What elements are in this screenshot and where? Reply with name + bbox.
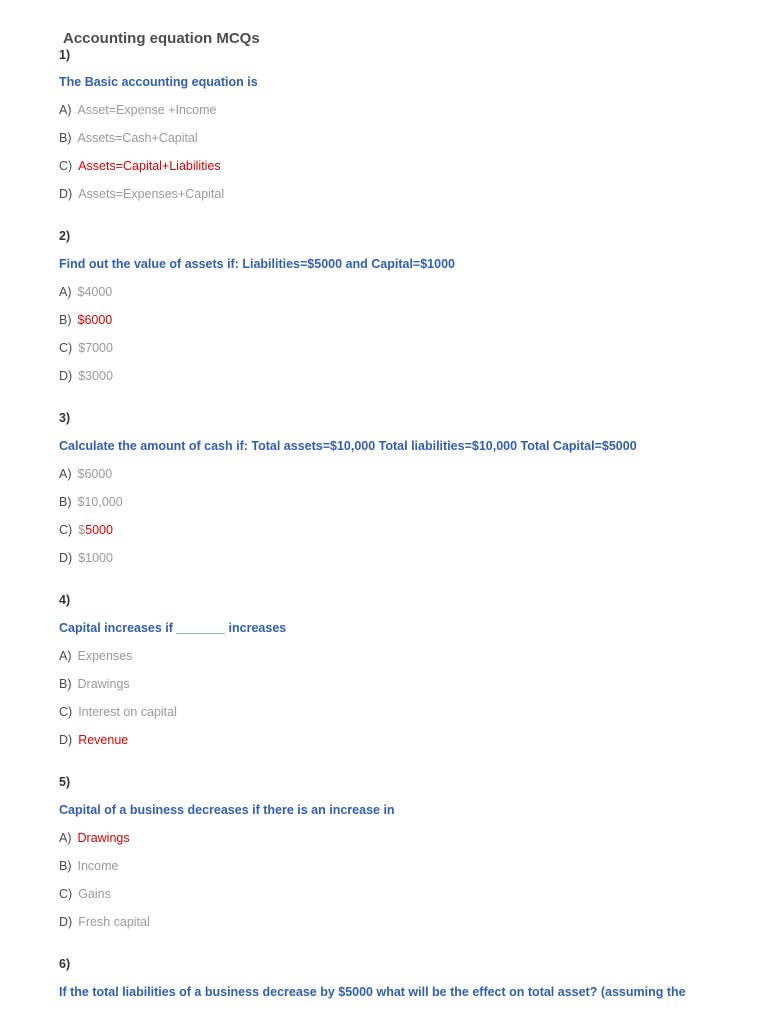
option-letter: A): [59, 285, 72, 299]
question-2-number: 2): [59, 229, 71, 243]
option-text: $10,000: [77, 495, 123, 509]
option-letter: A): [59, 103, 72, 117]
option-letter: B): [59, 313, 72, 327]
option-text: Assets=Expenses+Capital: [78, 187, 225, 201]
correct-answer-text: Assets=Capital+Liabilities: [78, 159, 221, 173]
question-2-option-b: [59, 313, 112, 327]
option-text: Asset=Expense +Income: [77, 103, 217, 117]
question-3-text: Calculate the amount of cash if: Total assets=$10,000 Total liabilities=$10,000 Total Capital=$5000: [59, 439, 637, 453]
option-text: $3000: [78, 369, 113, 383]
question-4-option-c: [59, 705, 177, 719]
option-text: $4000: [77, 285, 113, 299]
correct-answer-text: Drawings: [77, 831, 130, 845]
option-letter: A): [59, 649, 72, 663]
option-letter: B): [59, 131, 72, 145]
question-4-option-b: [59, 677, 130, 691]
option-text: Drawings: [77, 677, 130, 691]
option-letter: B): [59, 859, 72, 873]
option-letter: B): [59, 495, 72, 509]
option-letter: D): [59, 915, 73, 929]
option-letter: A): [59, 467, 72, 481]
correct-answer-text: 5000: [85, 523, 113, 537]
question-5-option-c: [59, 887, 111, 901]
option-text: $1000: [78, 551, 113, 565]
option-text: Expenses: [77, 649, 133, 663]
option-text: Fresh capital: [78, 915, 150, 929]
question-5-option-a: [59, 831, 130, 845]
option-text: Assets=Cash+Capital: [77, 131, 198, 145]
option-text: Gains: [78, 887, 111, 901]
question-2-option-a: [59, 285, 112, 299]
question-3-option-b: [59, 495, 123, 509]
question-2-option-d: [59, 369, 113, 383]
question-4-text: Capital increases if _______ increases: [59, 621, 287, 635]
question-6-number: 6): [59, 957, 71, 971]
option-text: $7000: [78, 341, 113, 355]
question-5-option-d: [59, 915, 150, 929]
option-letter: D): [59, 369, 73, 383]
option-letter: C): [59, 523, 73, 537]
question-4-number: 4): [59, 593, 71, 607]
option-text: $6000: [77, 467, 113, 481]
option-letter: D): [59, 551, 73, 565]
question-2-text: Find out the value of assets if: Liabilities=$5000 and Capital=$1000: [59, 257, 455, 271]
question-3-option-c: [59, 523, 113, 537]
option-letter: C): [59, 705, 73, 719]
question-5-option-b: [59, 859, 119, 873]
option-letter: A): [59, 831, 72, 845]
option-currency-prefix: $: [78, 523, 86, 537]
question-1-option-a: [59, 103, 216, 117]
question-3-number: 3): [59, 411, 71, 425]
correct-answer-text: $6000: [77, 313, 113, 327]
correct-answer-text: Revenue: [78, 733, 129, 747]
question-6-text: If the total liabilities of a business decrease by $5000 what will be the effect on total asset? (assuming the: [59, 985, 686, 999]
question-3-option-d: [59, 551, 113, 565]
option-letter: C): [59, 159, 73, 173]
option-letter: D): [59, 187, 73, 201]
question-2-option-c: [59, 341, 113, 355]
question-4-option-d: [59, 733, 128, 747]
question-4-option-a: [59, 649, 132, 663]
option-letter: C): [59, 887, 73, 901]
option-letter: D): [59, 733, 73, 747]
question-3-option-a: [59, 467, 112, 481]
option-text: Interest on capital: [78, 705, 177, 719]
document-title: Accounting equation MCQs: [63, 30, 260, 47]
question-1-text: The Basic accounting equation is: [59, 75, 258, 89]
question-5-number: 5): [59, 775, 71, 789]
question-5-text: Capital of a business decreases if there is an increase in: [59, 803, 395, 817]
option-letter: C): [59, 341, 73, 355]
question-1-option-c: [59, 159, 221, 173]
option-letter: B): [59, 677, 72, 691]
question-1-number: 1): [59, 48, 71, 62]
question-1-option-b: [59, 131, 198, 145]
option-text: Income: [77, 859, 119, 873]
question-1-option-d: [59, 187, 224, 201]
